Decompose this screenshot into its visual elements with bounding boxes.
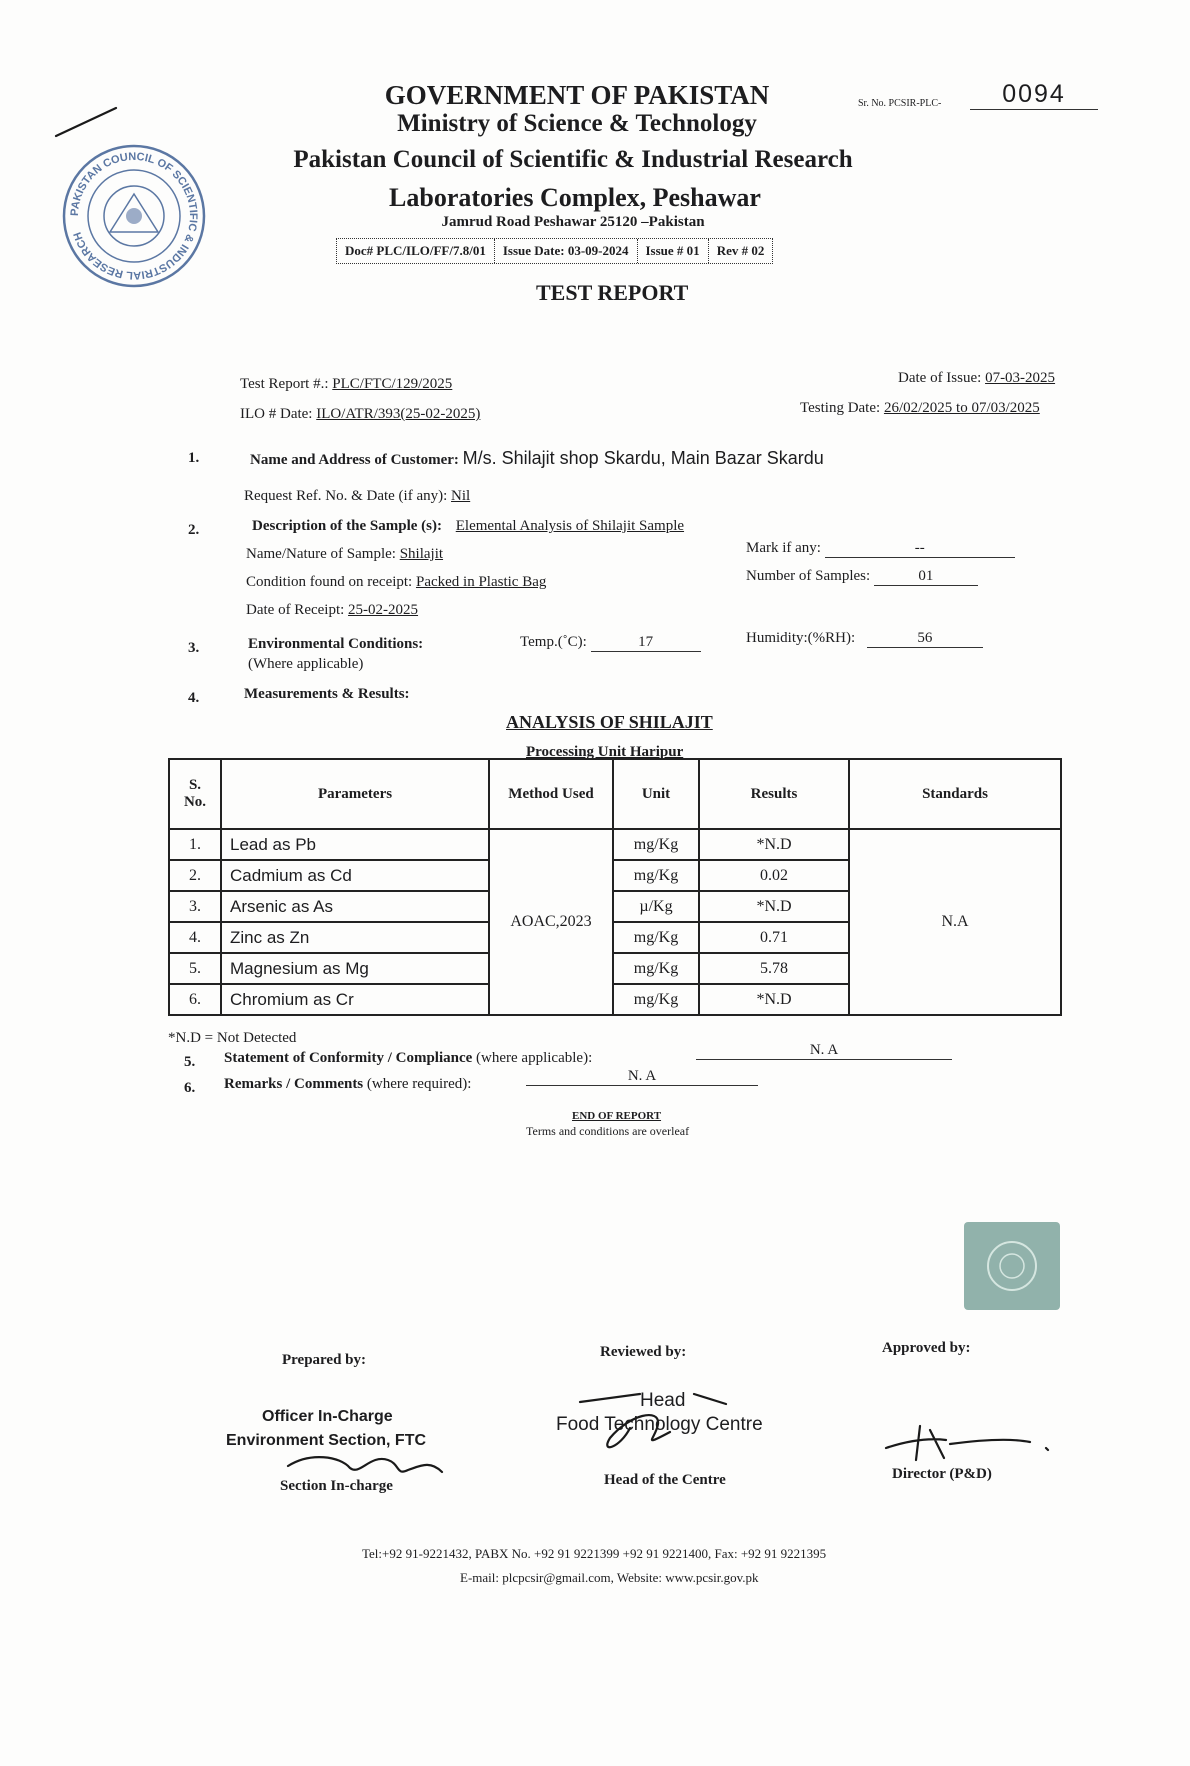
mark-label: Mark if any: <box>746 540 821 556</box>
request-ref-label: Request Ref. No. & Date (if any): <box>244 488 448 504</box>
section-1-number: 1. <box>188 450 200 466</box>
date-of-issue: 07-03-2025 <box>985 370 1056 386</box>
samples-label: Number of Samples: <box>746 568 871 584</box>
header-ministry: Ministry of Science & Technology <box>397 110 757 137</box>
header-method: Method Used <box>489 759 613 829</box>
row-parameter: Arsenic as As <box>221 891 489 922</box>
customer-label: Name and Address of Customer: <box>250 452 459 468</box>
row-result: *N.D <box>699 891 849 922</box>
ilo-label: ILO # Date: <box>240 406 313 422</box>
section-5-row <box>224 1050 592 1067</box>
testing-date-label: Testing Date: <box>800 400 881 416</box>
standards-cell: N.A <box>849 829 1061 1015</box>
reviewed-stamp-line1: Head <box>640 1390 686 1411</box>
row-result: *N.D <box>699 829 849 860</box>
header-laboratories: Laboratories Complex, Peshawar <box>389 183 761 212</box>
conformity-suffix: (where applicable): <box>476 1050 593 1066</box>
conformity-label: Statement of Conformity / Compliance <box>224 1050 473 1066</box>
contact-phone: Tel:+92 91-9221432, PABX No. +92 91 9221399 +92 91 9221400, Fax: +92 91 9221395 <box>362 1546 827 1561</box>
header-government: GOVERNMENT OF PAKISTAN <box>384 80 770 110</box>
temp-value: 17 <box>591 634 701 652</box>
prepared-stamp-line2: Environment Section, FTC <box>226 1432 427 1449</box>
row-number: 3. <box>169 891 221 922</box>
samples-row <box>746 568 978 586</box>
serial-label: Sr. No. PCSIR-PLC- <box>858 98 942 109</box>
customer-value: M/s. Shilajit shop Skardu, Main Bazar Skardu <box>462 448 824 468</box>
row-number: 4. <box>169 922 221 953</box>
doc-info-box <box>336 238 773 264</box>
report-number: PLC/FTC/129/2025 <box>332 376 453 392</box>
condition-row <box>246 574 546 591</box>
row-parameter: Cadmium as Cd <box>221 860 489 891</box>
doc-issue-date: Issue Date: 03-09-2024 <box>495 239 638 263</box>
receipt-label: Date of Receipt: <box>246 602 345 618</box>
reviewed-stamp-line2: Food Technology Centre <box>556 1414 763 1435</box>
receipt-row <box>246 602 418 619</box>
testing-date: 26/02/2025 to 07/03/2025 <box>883 400 1040 416</box>
end-of-report: END OF REPORT <box>572 1110 662 1122</box>
environment-sub: (Where applicable) <box>248 656 364 672</box>
method-cell: AOAC,2023 <box>489 829 613 1015</box>
row-unit: mg/Kg <box>613 860 699 891</box>
header-address: Jamrud Road Peshawar 25120 –Pakistan <box>441 214 705 230</box>
row-parameter: Zinc as Zn <box>221 922 489 953</box>
row-result: 5.78 <box>699 953 849 984</box>
remarks-value: N. A <box>526 1068 758 1086</box>
doc-number: Doc# PLC/ILO/FF/7.8/01 <box>337 239 495 263</box>
samples-value: 01 <box>874 568 978 586</box>
ilo-value: ILO/ATR/393(25-02-2025) <box>316 406 481 422</box>
terms-note: Terms and conditions are overleaf <box>526 1124 690 1138</box>
row-unit: mg/Kg <box>613 953 699 984</box>
row-parameter: Chromium as Cr <box>221 984 489 1015</box>
request-ref-row <box>244 488 470 505</box>
section-2-row <box>252 518 684 535</box>
analysis-subtitle: Processing Unit Haripur <box>526 744 684 760</box>
approved-role: Director (P&D) <box>892 1466 992 1482</box>
section-1-row <box>250 448 824 469</box>
header-council: Pakistan Council of Scientific & Industrial Research <box>293 146 853 173</box>
analysis-title: ANALYSIS OF SHILAJIT <box>506 712 713 732</box>
condition-value: Packed in Plastic Bag <box>415 574 547 590</box>
request-ref-value: Nil <box>451 488 471 504</box>
stamp-emblem-icon <box>964 1222 1060 1310</box>
row-result: *N.D <box>699 984 849 1015</box>
date-of-issue-row <box>898 370 1055 387</box>
doc-rev: Rev # 02 <box>716 243 765 258</box>
row-number: 2. <box>169 860 221 891</box>
remarks-label: Remarks / Comments <box>224 1076 364 1092</box>
row-unit: mg/Kg <box>613 922 699 953</box>
results-table <box>168 758 1062 1016</box>
section-6-number: 6. <box>184 1080 196 1096</box>
prepared-label: Prepared by: <box>282 1352 367 1368</box>
environment-label: Environmental Conditions: <box>248 636 424 652</box>
header-unit: Unit <box>613 759 699 829</box>
date-of-issue-label: Date of Issue: <box>898 370 982 386</box>
measurements-label: Measurements & Results: <box>244 686 410 702</box>
mark-value: -- <box>825 540 1015 558</box>
header-parameters: Parameters <box>221 759 489 829</box>
prepared-role: Section In-charge <box>280 1478 393 1494</box>
reviewed-label: Reviewed by: <box>600 1344 687 1360</box>
reviewed-role: Head of the Centre <box>604 1472 726 1488</box>
report-title: TEST REPORT <box>536 280 689 305</box>
header-standards: Standards <box>849 759 1061 829</box>
row-result: 0.71 <box>699 922 849 953</box>
report-number-row <box>240 376 452 393</box>
section-2-number: 2. <box>188 522 200 538</box>
description-value: Elemental Analysis of Shilajit Sample <box>455 518 685 534</box>
testing-date-row <box>800 400 1040 417</box>
row-parameter: Lead as Pb <box>221 829 489 860</box>
section-6-row <box>224 1076 471 1093</box>
serial-number: 0094 <box>970 80 1098 110</box>
table-row <box>169 829 1061 860</box>
row-number: 1. <box>169 829 221 860</box>
sample-name-label: Name/Nature of Sample: <box>246 546 396 562</box>
table-header-row <box>169 759 1061 829</box>
prepared-stamp-line1: Officer In-Charge <box>262 1408 393 1425</box>
description-label: Description of the Sample (s): <box>252 518 442 534</box>
condition-label: Condition found on receipt: <box>246 574 413 590</box>
row-unit: mg/Kg <box>613 984 699 1015</box>
humidity-value: 56 <box>867 630 983 648</box>
row-parameter: Magnesium as Mg <box>221 953 489 984</box>
section-3-number: 3. <box>188 640 200 656</box>
humidity-label: Humidity:(%RH): <box>746 630 856 646</box>
section-5-number: 5. <box>184 1054 196 1070</box>
mark-row <box>746 540 1015 558</box>
header-results: Results <box>699 759 849 829</box>
receipt-value: 25-02-2025 <box>348 602 419 618</box>
logo-ring-text: PAKISTAN COUNCIL OF SCIENTIFIC & INDUSTRIAL RESEARCH <box>68 150 200 282</box>
row-number: 5. <box>169 953 221 984</box>
row-unit: mg/Kg <box>613 829 699 860</box>
header-sno: S. No. <box>169 759 221 829</box>
row-number: 6. <box>169 984 221 1015</box>
remarks-suffix: (where required): <box>366 1076 472 1092</box>
row-unit: µ/Kg <box>613 891 699 922</box>
report-number-label: Test Report #.: <box>240 376 329 392</box>
section-4-number: 4. <box>188 690 200 706</box>
doc-issue: Issue # 01 <box>638 239 709 263</box>
temp-row <box>520 634 701 652</box>
conformity-value: N. A <box>696 1042 952 1060</box>
temp-label: Temp.(˚C): <box>520 634 587 650</box>
revenue-stamp <box>964 1222 1060 1310</box>
ilo-row <box>240 406 480 423</box>
approved-signature <box>880 1420 1060 1468</box>
row-result: 0.02 <box>699 860 849 891</box>
sample-name-row <box>246 546 443 563</box>
contact-email: E-mail: plcpcsir@gmail.com, Website: www.pcsir.gov.pk <box>460 1570 759 1585</box>
approved-label: Approved by: <box>882 1340 971 1356</box>
humidity-row <box>746 630 983 648</box>
sample-name-value: Shilajit <box>399 546 444 562</box>
reviewed-signature <box>570 1388 740 1458</box>
footnote: *N.D = Not Detected <box>168 1030 297 1046</box>
